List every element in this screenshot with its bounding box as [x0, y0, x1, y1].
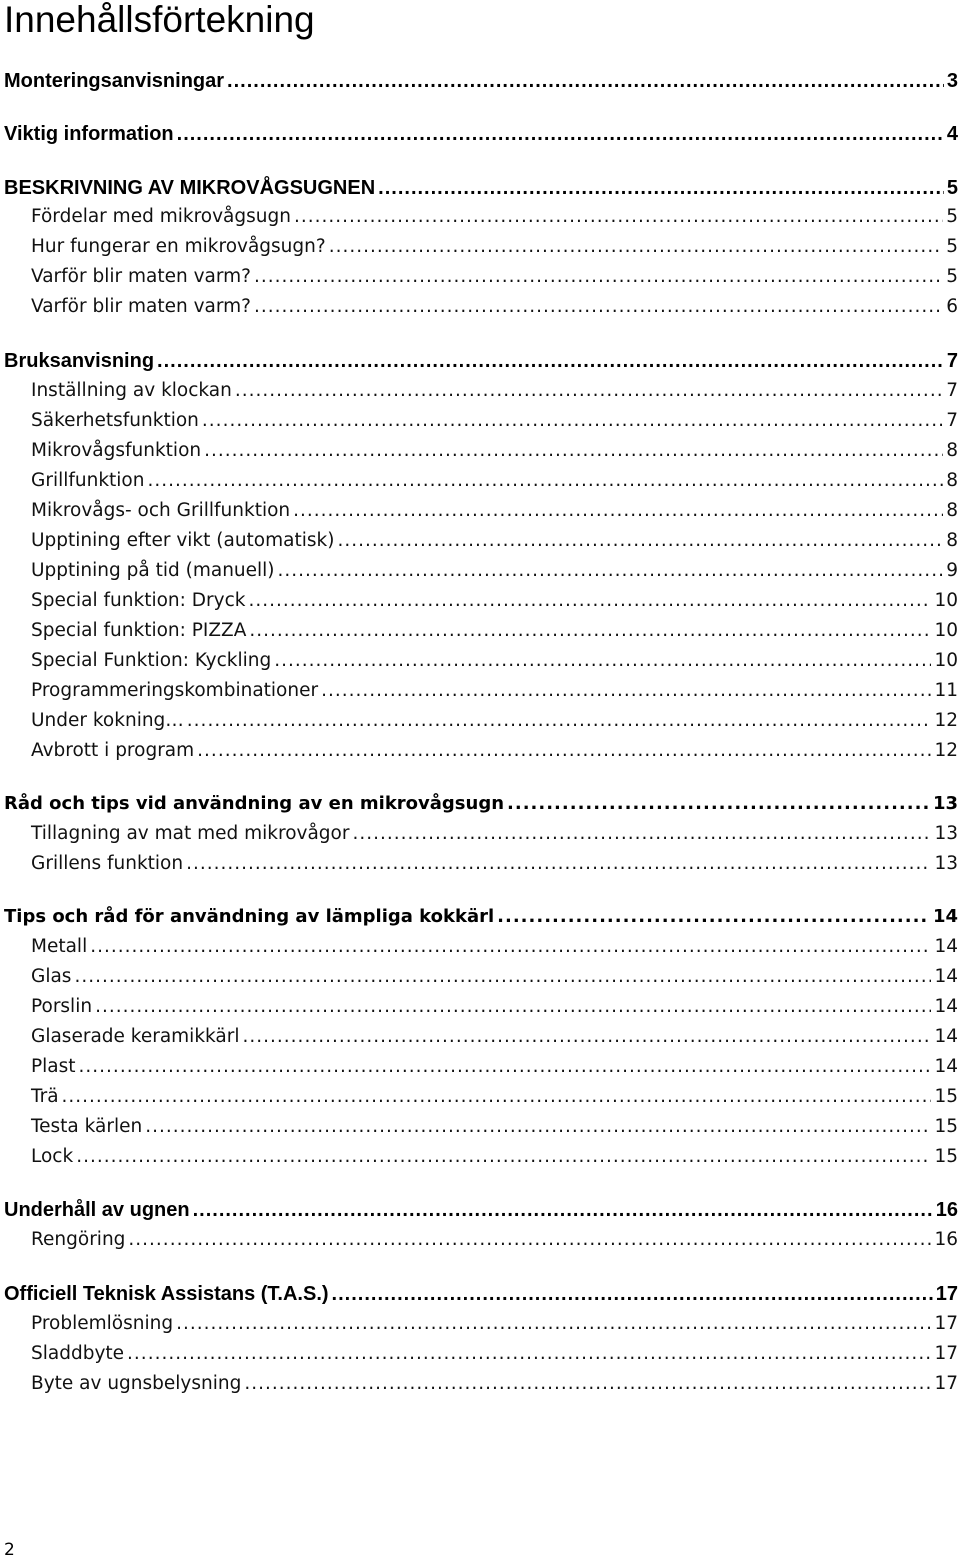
toc-entry-label: Mikrovågsfunktion	[31, 440, 202, 461]
toc-entry-page: 11	[934, 680, 958, 701]
toc-subentry[interactable]	[31, 264, 958, 290]
toc-entry-label: Inställning av klockan	[31, 380, 232, 401]
toc-entry-page: 10	[934, 620, 958, 641]
toc-entry-page: 8	[946, 500, 958, 521]
toc-dot-leader	[332, 1281, 933, 1307]
toc-dot-leader	[352, 821, 931, 847]
toc-subentry[interactable]	[31, 1084, 958, 1110]
toc-entry-page: 13	[934, 823, 958, 844]
toc-subentry[interactable]	[31, 438, 958, 464]
toc-entry-page: 4	[946, 123, 958, 145]
toc-dot-leader	[235, 378, 943, 404]
toc-dot-leader	[79, 1054, 932, 1080]
toc-subentry[interactable]	[31, 934, 958, 960]
toc-dot-leader	[176, 1311, 931, 1337]
toc-entry-page: 15	[934, 1146, 958, 1167]
toc-entry-page: 12	[934, 740, 958, 761]
toc-entry-page: 7	[946, 380, 958, 401]
toc-dot-leader	[227, 68, 944, 94]
toc-subentry[interactable]	[31, 738, 958, 764]
toc-entry-label: Tips och råd för användning av lämpliga kokkärl	[4, 906, 495, 927]
toc-entry[interactable]	[4, 1197, 958, 1223]
toc-entry-page: 12	[934, 710, 958, 731]
toc-entry-page: 5	[946, 236, 958, 257]
toc-entry-page: 6	[946, 296, 958, 317]
toc-entry[interactable]	[4, 348, 958, 374]
toc-entry[interactable]	[4, 175, 958, 201]
toc-entry-page: 5	[946, 266, 958, 287]
toc-dot-leader	[74, 964, 931, 990]
toc-subentry[interactable]	[31, 498, 958, 524]
toc-entry-label: Glaserade keramikkärl	[31, 1026, 240, 1047]
toc-entry-label: Säkerhetsfunktion	[31, 410, 199, 431]
toc-entry-page: 15	[934, 1116, 958, 1137]
toc-dot-leader	[249, 618, 931, 644]
toc-entry-page: 17	[934, 1313, 958, 1334]
toc-entry-page: 16	[935, 1199, 958, 1221]
toc-entry-label: Porslin	[31, 996, 93, 1017]
toc-entry-label: Special funktion: PIZZA	[31, 620, 247, 641]
toc-entry-label: Special funktion: Dryck	[31, 590, 246, 611]
toc-entry-page: 7	[946, 350, 958, 372]
toc-entry-page: 13	[932, 793, 958, 814]
toc-entry-label: Testa kärlen	[31, 1116, 143, 1137]
toc-entry-label: Mikrovågs- och Grillfunktion	[31, 500, 291, 521]
toc-subentry[interactable]	[31, 1114, 958, 1140]
toc-entry-label: Trä	[31, 1086, 59, 1107]
toc-entry-label: Officiell Teknisk Assistans (T.A.S.)	[4, 1283, 329, 1305]
toc-entry-label: Plast	[31, 1056, 76, 1077]
toc-entry-page: 8	[946, 440, 958, 461]
toc-subentry[interactable]	[31, 1311, 958, 1337]
toc-subentry[interactable]	[31, 1054, 958, 1080]
toc-subentry[interactable]	[31, 821, 958, 847]
toc-entry-page: 14	[934, 1056, 958, 1077]
toc-entry-label: Rengöring	[31, 1229, 126, 1250]
toc-dot-leader	[186, 851, 931, 877]
toc-dot-leader	[62, 1084, 932, 1110]
toc-entry[interactable]	[4, 904, 958, 930]
toc-entry-label: Glas	[31, 966, 72, 987]
toc-entry-page: 3	[946, 70, 958, 92]
toc-entry-label: Under kokning…	[31, 710, 184, 731]
toc-dot-leader	[248, 588, 931, 614]
toc-entry-label: Upptining efter vikt (automatisk)	[31, 530, 335, 551]
toc-entry-page: 8	[946, 530, 958, 551]
toc-entry-label: Monteringsanvisningar	[4, 70, 225, 92]
toc-entry-label: Upptining på tid (manuell)	[31, 560, 275, 581]
toc-entry-page: 10	[934, 650, 958, 671]
toc-dot-leader	[294, 204, 943, 230]
toc-entry-label: Sladdbyte	[31, 1343, 125, 1364]
page-number: 2	[4, 1540, 15, 1560]
toc-dot-leader	[145, 1114, 931, 1140]
toc-subentry[interactable]	[31, 1227, 958, 1253]
toc-entry-label: Metall	[31, 936, 88, 957]
toc-dot-leader	[127, 1341, 931, 1367]
toc-entry-page: 16	[934, 1229, 958, 1250]
toc-entry-label: Byte av ugnsbelysning	[31, 1373, 242, 1394]
toc-dot-leader	[329, 234, 944, 260]
toc-dot-leader	[243, 1024, 932, 1050]
toc-entry-page: 14	[934, 1026, 958, 1047]
toc-subentry[interactable]	[31, 648, 958, 674]
toc-dot-leader	[187, 708, 932, 734]
toc-entry-label: Avbrott i program	[31, 740, 195, 761]
toc-entry-label: Viktig information	[4, 123, 174, 145]
toc-entry-page: 8	[946, 470, 958, 491]
toc-subentry[interactable]	[31, 618, 958, 644]
toc-entry-page: 17	[934, 1373, 958, 1394]
toc-subentry[interactable]	[31, 378, 958, 404]
toc-entry-page: 17	[935, 1283, 958, 1305]
toc-dot-leader	[293, 498, 943, 524]
toc-entry-page: 17	[934, 1343, 958, 1364]
toc-entry-page: 10	[934, 590, 958, 611]
toc-dot-leader	[378, 175, 944, 201]
toc-subentry[interactable]	[31, 678, 958, 704]
toc-dot-leader	[202, 408, 943, 434]
toc-subentry[interactable]	[31, 558, 958, 584]
toc-dot-leader	[90, 934, 931, 960]
toc-entry-label: Grillfunktion	[31, 470, 145, 491]
toc-entry-page: 9	[946, 560, 958, 581]
toc-dot-leader	[147, 468, 943, 494]
toc-subentry[interactable]	[31, 708, 958, 734]
toc-dot-leader	[337, 528, 943, 554]
toc-entry[interactable]	[4, 121, 958, 147]
toc-entry[interactable]	[4, 791, 958, 817]
toc-dot-leader	[157, 348, 944, 374]
toc-entry-page: 14	[934, 996, 958, 1017]
toc-subentry[interactable]	[31, 204, 958, 230]
toc-dot-leader	[177, 121, 944, 147]
toc-dot-leader	[95, 994, 931, 1020]
toc-dot-leader	[197, 738, 931, 764]
toc-subentry[interactable]	[31, 294, 958, 320]
toc-subentry[interactable]	[31, 588, 958, 614]
toc-subentry[interactable]	[31, 994, 958, 1020]
toc-dot-leader	[128, 1227, 931, 1253]
toc-subentry[interactable]	[31, 528, 958, 554]
toc-entry-label: Problemlösning	[31, 1313, 174, 1334]
toc-entry[interactable]	[4, 1281, 958, 1307]
toc-dot-leader	[254, 264, 943, 290]
toc-entry-label: Tillagning av mat med mikrovågor	[31, 823, 350, 844]
page-title: Innehållsförtekning	[4, 0, 315, 40]
toc-dot-leader	[244, 1371, 931, 1397]
toc-dot-leader	[254, 294, 943, 320]
toc-entry-label: Hur fungerar en mikrovågsugn?	[31, 236, 326, 257]
toc-entry-label: Special Funktion: Kyckling	[31, 650, 272, 671]
toc-entry-label: Varför blir maten varm?	[31, 296, 251, 317]
toc-entry-page: 15	[934, 1086, 958, 1107]
toc-entry-label: Fördelar med mikrovågsugn	[31, 206, 291, 227]
toc-dot-leader	[278, 558, 944, 584]
toc-subentry[interactable]	[31, 408, 958, 434]
toc-subentry[interactable]	[31, 1341, 958, 1367]
toc-subentry[interactable]	[31, 468, 958, 494]
toc-dot-leader	[321, 678, 931, 704]
toc-dot-leader	[274, 648, 931, 674]
toc-entry-label: Programmeringskombinationer	[31, 680, 319, 701]
toc-entry-page: 14	[934, 966, 958, 987]
toc-subentry[interactable]	[31, 1144, 958, 1170]
toc-entry-label: BESKRIVNING AV MIKROVÅGSUGNEN	[4, 177, 376, 199]
toc-entry-page: 7	[946, 410, 958, 431]
toc-entry[interactable]	[4, 68, 958, 94]
toc-dot-leader	[507, 791, 930, 817]
toc-entry-label: Bruksanvisning	[4, 350, 155, 372]
toc-dot-leader	[76, 1144, 931, 1170]
toc-entry-label: Varför blir maten varm?	[31, 266, 251, 287]
toc-entry-label: Grillens funktion	[31, 853, 184, 874]
toc-entry-page: 13	[934, 853, 958, 874]
toc-entry-page: 5	[946, 206, 958, 227]
toc-entry-page: 5	[946, 177, 958, 199]
toc-entry-page: 14	[932, 906, 958, 927]
toc-subentry[interactable]	[31, 964, 958, 990]
toc-dot-leader	[204, 438, 943, 464]
toc-entry-label: Lock	[31, 1146, 74, 1167]
toc-dot-leader	[193, 1197, 933, 1223]
toc-subentry[interactable]	[31, 851, 958, 877]
toc-entry-page: 14	[934, 936, 958, 957]
toc-subentry[interactable]	[31, 1371, 958, 1397]
toc-entry-label: Underhåll av ugnen	[4, 1199, 190, 1221]
toc-dot-leader	[497, 904, 930, 930]
toc-subentry[interactable]	[31, 1024, 958, 1050]
toc-subentry[interactable]	[31, 234, 958, 260]
toc-entry-label: Råd och tips vid användning av en mikrovågsugn	[4, 793, 505, 814]
